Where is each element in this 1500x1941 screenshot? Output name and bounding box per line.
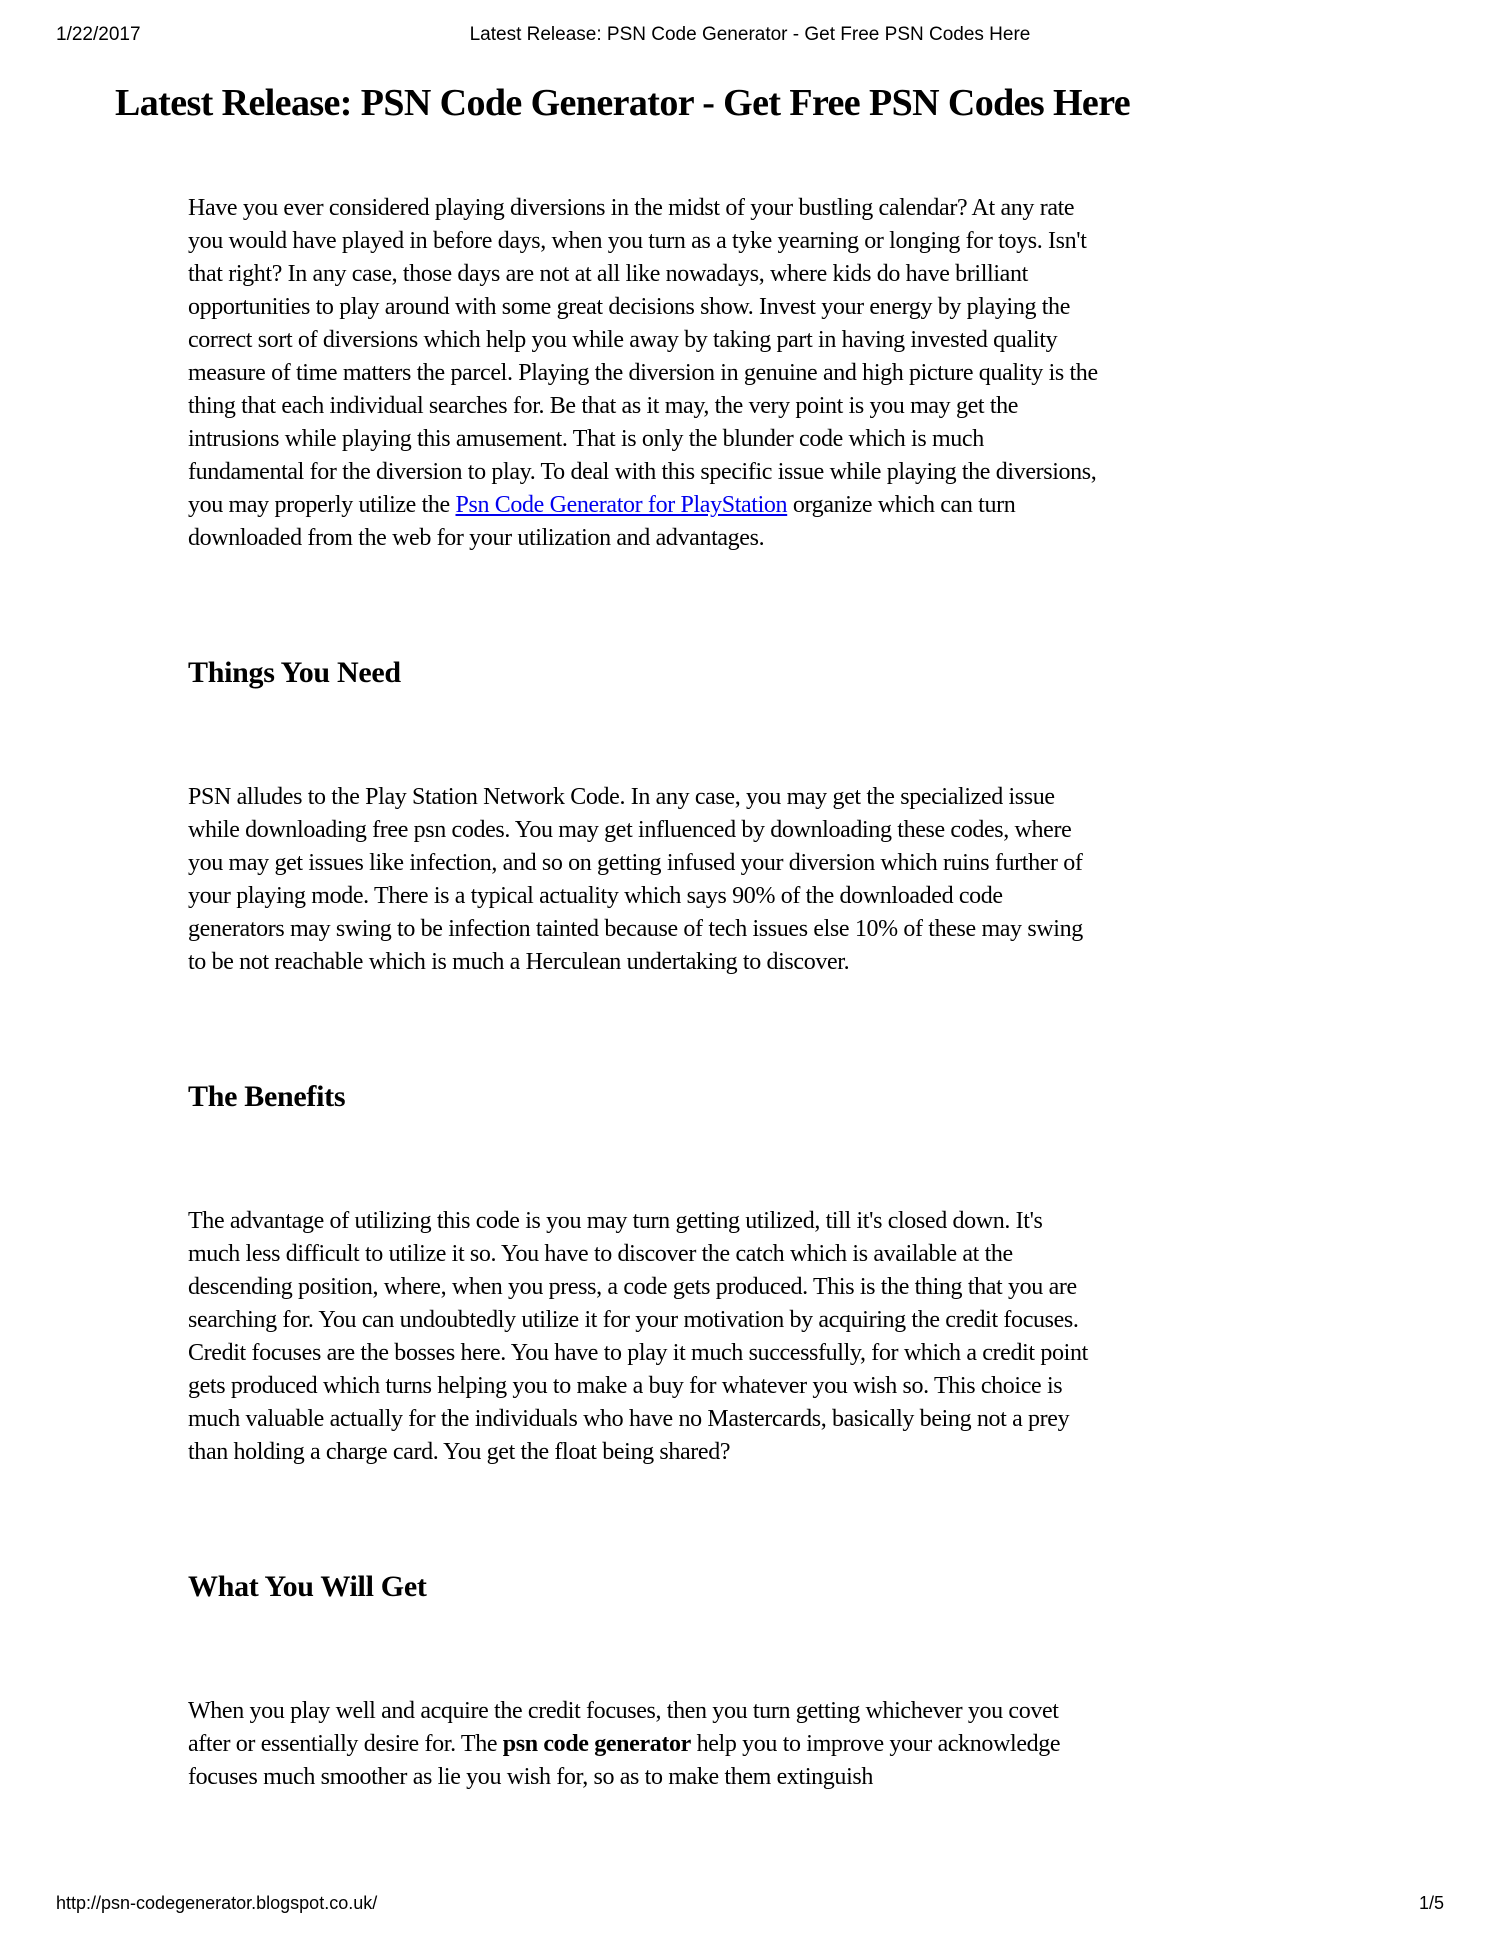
paragraph-text: PSN alludes to the Play Station Network Code. In any case, you may get the specialized issue while downloading free psn codes. You may get influenced by downloading these codes, where you may get issues like infection, and so on getting infused your diversion which ruins further of your playing mode. There is a typical actuality which says 90% of the downloaded code generators may swing to be infection tainted because of tech issues else 10% of these may swing to be not reachable which is much a Herculean undertaking to discover.: [188, 784, 1083, 975]
paragraph-text: help you to improve your acknowledge focuses much smoother as lie you wish for, so as to make them extinguish: [188, 1731, 1061, 1790]
paragraph-text: organize which can turn downloaded from the web for your utilization and advantages.: [188, 492, 1016, 551]
section-heading: Things You Need: [188, 656, 401, 689]
print-header-date: 1/22/2017: [56, 24, 141, 45]
print-header-title: Latest Release: PSN Code Generator - Get Free PSN Codes Here: [469, 24, 1031, 45]
paragraph-text: Have you ever considered playing diversions in the midst of your bustling calendar? At any rate you would have played in before days, when you turn as a tyke yearning or longing for toys. Isn't that right? In any case, those days are not at all like nowadays, where kids do have brilliant opportunities to play around with some great decisions show. Invest your energy by playing the correct sort of diversions which help you while away by taking part in having invested quality measure of time matters the parcel. Playing the diversion in genuine and high picture quality is the thing that each individual searches for. Be that as it may, the very point is you may get the intrusions while playing this amusement. That is only the blunder code which is much fundamental for the diversion to play. To deal with this specific issue while playing the diversions, you may properly utilize the: [188, 195, 1098, 518]
paragraph: [188, 192, 1098, 555]
print-header: [0, 24, 1500, 50]
bold-text: psn code generator: [502, 1731, 691, 1757]
page-title: Latest Release: PSN Code Generator - Get Free PSN Codes Here: [115, 82, 1131, 124]
psn-code-generator-link[interactable]: Psn Code Generator for PlayStation: [455, 492, 788, 518]
section-heading: The Benefits: [188, 1080, 346, 1113]
print-footer: [0, 1892, 1500, 1918]
section-heading: What You Will Get: [188, 1570, 427, 1603]
print-footer-page-indicator: 1/5: [1418, 1893, 1444, 1913]
paragraph: [188, 781, 1098, 979]
paragraph-text: When you play well and acquire the credit focuses, then you turn getting whichever you covet after or essentially desire for. The: [188, 1698, 1059, 1757]
article: [115, 80, 1395, 1794]
print-footer-url: http://psn-codegenerator.blogspot.co.uk/: [56, 1893, 378, 1913]
article-body: [188, 192, 1098, 1794]
paragraph: [188, 1695, 1098, 1794]
paragraph-text: The advantage of utilizing this code is you may turn getting utilized, till it's closed down. It's much less difficult to utilize it so. You have to discover the catch which is available at the descending position, where, when you press, a code gets produced. This is the thing that you are searching for. You can undoubtedly utilize it for your motivation by acquiring the credit focuses. Credit focuses are the bosses here. You have to play it much successfully, for which a credit point gets produced which turns helping you to make a buy for whatever you wish so. This choice is much valuable actually for the individuals who have no Mastercards, basically being not a prey than holding a charge card. You get the float being shared?: [188, 1208, 1088, 1465]
paragraph: [188, 1205, 1098, 1469]
